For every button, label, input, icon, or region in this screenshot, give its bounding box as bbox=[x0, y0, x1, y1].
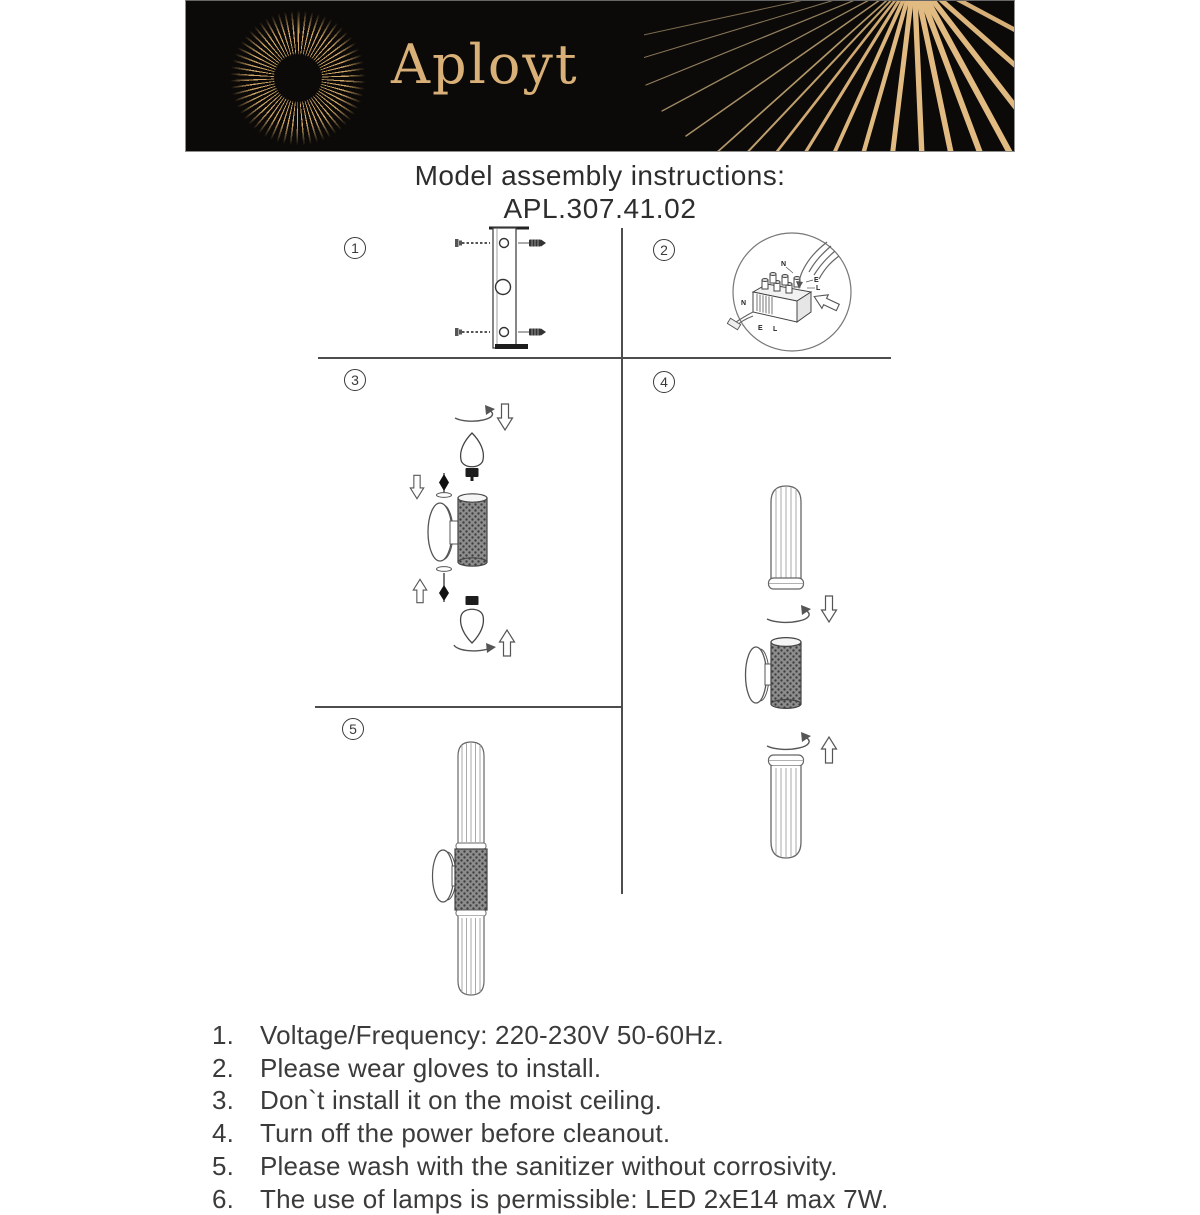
down-arrow-icon bbox=[410, 475, 424, 498]
bracket-mounting-diagram bbox=[445, 221, 555, 357]
page-title: Model assembly instructions: bbox=[414, 160, 786, 191]
list-item-number: 2. bbox=[212, 1052, 235, 1083]
step-number-3: 3 bbox=[344, 369, 366, 391]
list-item bbox=[212, 1183, 992, 1215]
up-arrow-icon bbox=[413, 579, 427, 602]
divider-vertical bbox=[621, 228, 623, 894]
bulb-icon bbox=[461, 433, 484, 481]
wires-icon bbox=[799, 242, 839, 285]
direction-arrow-icon bbox=[811, 290, 841, 315]
list-item-text: Turn off the power before cleanout. bbox=[260, 1118, 671, 1149]
list-item-text: Please wash with the sanitizer without corrosivity. bbox=[260, 1150, 838, 1181]
list-item bbox=[212, 1117, 992, 1150]
list-item-number: 1. bbox=[212, 1020, 235, 1050]
list-item bbox=[212, 1019, 992, 1052]
fluted-shade-icon bbox=[769, 486, 804, 589]
sconce-body-icon bbox=[428, 494, 487, 566]
down-arrow-icon bbox=[498, 404, 513, 430]
brand-banner bbox=[185, 0, 1015, 152]
wire-label-n-out: N bbox=[741, 300, 747, 307]
finial-icon bbox=[439, 573, 449, 602]
list-item-number: 3. bbox=[212, 1085, 235, 1116]
up-arrow-icon bbox=[500, 630, 515, 656]
list-item-number: 6. bbox=[212, 1183, 235, 1214]
wire-label-e-out: E bbox=[758, 325, 763, 332]
fluted-shade-icon bbox=[458, 742, 484, 843]
model-number: APL.307.41.02 bbox=[503, 193, 697, 224]
up-arrow-icon bbox=[822, 737, 837, 763]
screw-icon bbox=[455, 239, 490, 336]
brand-name: Aployt bbox=[391, 33, 579, 96]
list-item-number: 5. bbox=[212, 1150, 235, 1181]
step-number-5: 5 bbox=[342, 718, 364, 740]
finished-lamp-diagram bbox=[415, 736, 535, 1001]
bulb-icon bbox=[461, 596, 484, 643]
wire-label-l-in: L bbox=[816, 285, 821, 292]
list-item-text: Please wear gloves to install. bbox=[260, 1052, 602, 1083]
finial-icon bbox=[437, 473, 452, 497]
rotate-arrow-icon bbox=[454, 645, 490, 651]
divider-horizontal-bottom bbox=[315, 706, 623, 708]
divider-horizontal-top bbox=[318, 357, 891, 359]
terminal-block-icon bbox=[753, 273, 811, 323]
instruction-list bbox=[212, 1019, 992, 1215]
wire-label-n-in: N bbox=[781, 261, 787, 268]
wire-label-l-out: L bbox=[773, 326, 778, 333]
list-item bbox=[212, 1084, 992, 1117]
list-item-text: Don`t install it on the moist ceiling. bbox=[260, 1085, 663, 1116]
step-number-1: 1 bbox=[344, 237, 366, 259]
list-item-text: The use of lamps is permissible: LED 2xE14 max 7W. bbox=[260, 1183, 889, 1214]
sconce-body-icon bbox=[746, 638, 802, 709]
wire-label-e-in: E bbox=[814, 277, 819, 284]
shade-assembly-diagram bbox=[729, 478, 841, 863]
sconce-body-icon bbox=[433, 849, 488, 910]
step-number-2: 2 bbox=[653, 239, 675, 261]
down-arrow-icon bbox=[822, 596, 837, 622]
starburst-logo-icon bbox=[223, 3, 373, 152]
rays-decoration-icon bbox=[644, 1, 1014, 152]
step-number-4: 4 bbox=[653, 371, 675, 393]
list-item bbox=[212, 1150, 992, 1183]
fluted-shade-icon bbox=[458, 916, 484, 995]
list-item-number: 4. bbox=[212, 1118, 235, 1149]
fluted-shade-icon bbox=[769, 755, 804, 858]
wiring-diagram bbox=[727, 230, 857, 355]
bulb-assembly-diagram bbox=[390, 395, 560, 665]
wall-anchor-icon bbox=[518, 240, 546, 336]
list-item-text: Voltage/Frequency: 220-230V 50-60Hz. bbox=[260, 1020, 724, 1050]
list-item bbox=[212, 1052, 992, 1085]
